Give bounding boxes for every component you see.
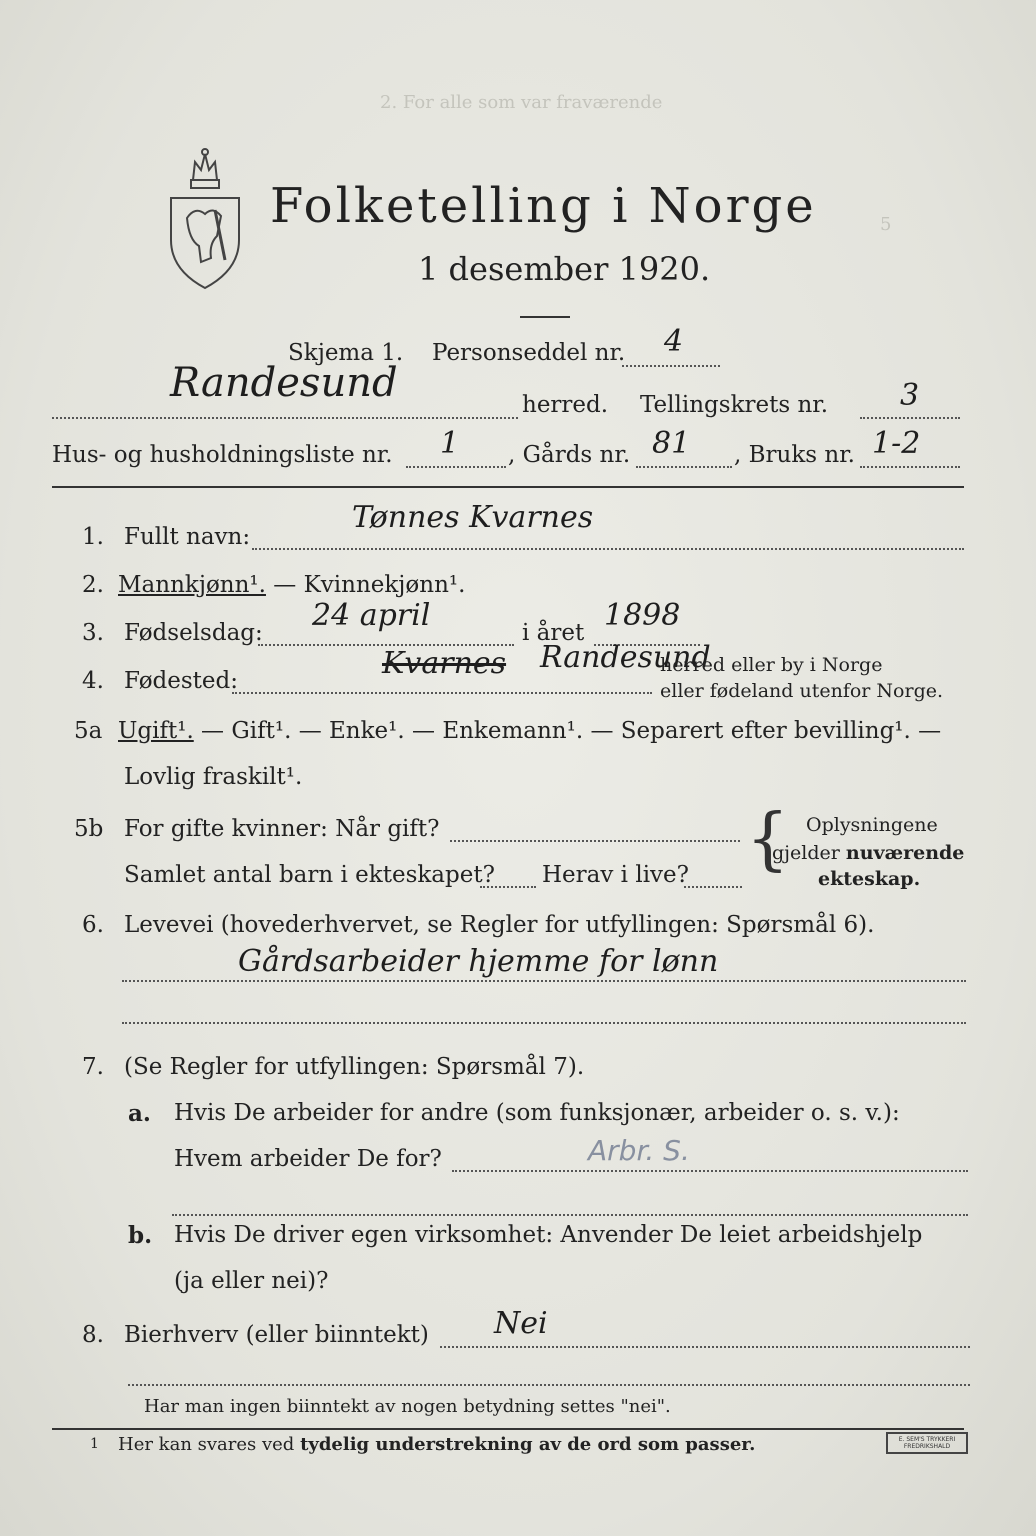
form-title: Folketelling i Norge <box>270 178 817 234</box>
gards-value[interactable]: 81 <box>652 426 691 461</box>
children-count-label: Samlet antal barn i ekteskapet? <box>124 862 495 888</box>
census-form-page: 2. For alle som var fraværende 5 Folketelling i Norge 1 desember 1920. Skjema 1. Personseddel nr. 4 Randesund herred. Tellingskrets nr. 3 Hus- og husholdningsliste nr. 1 , Gårds nr. 81 , Bruks nr. 1-2 1. Fullt navn: Tønnes Kvarnes 2. Mannkjønn¹. — Kvinnekjønn¹. 3. Fødselsdag: 24 april i året 1898 4. Fødested: Kvarnes Randesund herred eller by i Norge eller fødeland utenfor Norge. 5a Ugift¹. — Gift¹. — Enke¹. — Enkemann¹. — Separert efter bevilling¹. — Lovlig fraskilt¹. 5b For gifte kvinner: Når gift? Samlet antal barn i ekteskapet? Herav i live? { Oplysningene gjelder nuværende ekteskap. 6. Levevei (hovederhvervet, se Regler for utfyllingen: Spørsmål 6). Gårdsarbeider hjemme for lønn 7. (Se Regler for utfyllingen: Spørsmål 7). a. Hvis De arbeider for andre (som funksjonær, arbeider o. s. v.): Hvem arbeider De for? Arbr. S. b. Hvis De driver egen virksomhet: Anvender De leiet arbeidshjelp (ja eller nei)? 8. Bierhverv (eller biinntekt) Nei Har man ingen biinntekt av nogen betydning settes "nei". 1 Her kan svares ved tydelig understrekning av de ord som passer. E. SEM'S TRYKKERI FREDRIKSHALD <box>0 0 1036 1536</box>
census-date: 1 desember 1920. <box>418 250 711 288</box>
bruks-value[interactable]: 1-2 <box>872 426 921 461</box>
q6-number: 6. <box>82 912 104 938</box>
q2-number: 2. <box>82 572 104 598</box>
q7b-letter: b. <box>128 1222 153 1249</box>
q2-separator: — <box>265 572 304 598</box>
year-label: i året <box>522 620 585 646</box>
marital-other-options[interactable]: — Gift¹. — Enke¹. — Enkemann¹. — Separert efter bevilling¹. — <box>193 718 942 744</box>
personseddel-value[interactable]: 4 <box>664 324 684 359</box>
q2-sex-options <box>118 572 465 598</box>
birth-year-value[interactable]: 1898 <box>604 598 681 633</box>
ugift-option[interactable]: Ugift¹. <box>118 718 194 744</box>
q7a-line-1: Hvis De arbeider for andre (som funksjonær, arbeider o. s. v.): <box>174 1100 900 1126</box>
q7b-line-2: (ja eller nei)? <box>174 1268 329 1294</box>
employer-value[interactable]: Arbr. S. <box>588 1134 690 1167</box>
q7a-line-2: Hvem arbeider De for? <box>174 1146 442 1172</box>
q5b-note-2a: gjelder <box>772 842 846 864</box>
q7b-line-1: Hvis De driver egen virksomhet: Anvender De leiet arbeidshjelp <box>174 1222 923 1248</box>
q5a-number: 5a <box>74 718 103 744</box>
hus-label: Hus- og husholdningsliste nr. <box>52 442 393 468</box>
birthplace-struck-value[interactable]: Kvarnes <box>382 646 507 681</box>
bruks-label: , Bruks nr. <box>734 442 855 468</box>
personseddel-label: Personseddel nr. <box>432 340 626 366</box>
skjema-label: Skjema 1. <box>288 340 404 366</box>
q5b-married-label: For gifte kvinner: Når gift? <box>124 816 440 842</box>
q5b-note-1: Oplysningene <box>806 814 938 836</box>
gards-label: , Gårds nr. <box>508 442 631 468</box>
female-option[interactable]: Kvinnekjønn¹. <box>303 572 466 598</box>
male-option[interactable]: Mannkjønn¹. <box>118 572 266 598</box>
footnote-text-b: tydelig understrekning av de ord som passer. <box>300 1434 756 1455</box>
q4-label: Fødested: <box>124 668 239 694</box>
q5b-number: 5b <box>74 816 104 842</box>
q5b-note-2b: nuværende <box>845 842 965 864</box>
lovlig-fraskilt-option[interactable]: Lovlig fraskilt¹. <box>124 764 303 790</box>
footnote-text-a: Her kan svares ved <box>118 1434 301 1455</box>
q5b-note-2 <box>772 842 964 864</box>
norwegian-coat-of-arms-icon <box>165 140 245 290</box>
herred-value[interactable]: Randesund <box>170 360 398 406</box>
q5b-note-3: ekteskap. <box>818 868 921 890</box>
hus-value[interactable]: 1 <box>440 426 460 461</box>
herred-label: herred. <box>522 392 609 418</box>
birth-date-value[interactable]: 24 april <box>312 598 431 633</box>
q3-number: 3. <box>82 620 104 646</box>
tellingskrets-label: Tellingskrets nr. <box>640 392 829 418</box>
footnote-number: 1 <box>90 1436 99 1452</box>
brace-icon: { <box>746 800 790 879</box>
full-name-value[interactable]: Tønnes Kvarnes <box>352 500 594 535</box>
marital-status-options <box>118 718 941 744</box>
footer-note: Har man ingen biinntekt av nogen betydning settes "nei". <box>144 1396 671 1417</box>
q8-number: 8. <box>82 1322 104 1348</box>
tellingskrets-value[interactable]: 3 <box>900 378 920 413</box>
q8-label: Bierhverv (eller biinntekt) <box>124 1322 429 1348</box>
birthplace-note-1: herred eller by i Norge <box>660 654 883 676</box>
q3-label: Fødselsdag: <box>124 620 263 646</box>
birthplace-value[interactable]: Randesund <box>540 640 711 675</box>
q6-label: Levevei (hovederhvervet, se Regler for utfyllingen: Spørsmål 6). <box>124 912 875 938</box>
q4-number: 4. <box>82 668 104 694</box>
q7a-letter: a. <box>128 1100 151 1127</box>
printer-mark <box>886 1432 968 1454</box>
children-alive-label: Herav i live? <box>542 862 689 888</box>
q7-number: 7. <box>82 1054 104 1080</box>
q1-label: Fullt navn: <box>124 524 251 550</box>
birthplace-note-2: eller fødeland utenfor Norge. <box>660 680 944 702</box>
printer-line-1: E. SEM'S TRYKKERI <box>898 1436 956 1443</box>
footnote-text <box>118 1434 755 1455</box>
printer-line-2: FREDRIKSHALD <box>903 1443 951 1450</box>
q7-label: (Se Regler for utfyllingen: Spørsmål 7). <box>124 1054 585 1080</box>
side-income-value[interactable]: Nei <box>494 1306 548 1341</box>
occupation-value[interactable]: Gårdsarbeider hjemme for lønn <box>238 944 719 979</box>
q1-number: 1. <box>82 524 104 550</box>
